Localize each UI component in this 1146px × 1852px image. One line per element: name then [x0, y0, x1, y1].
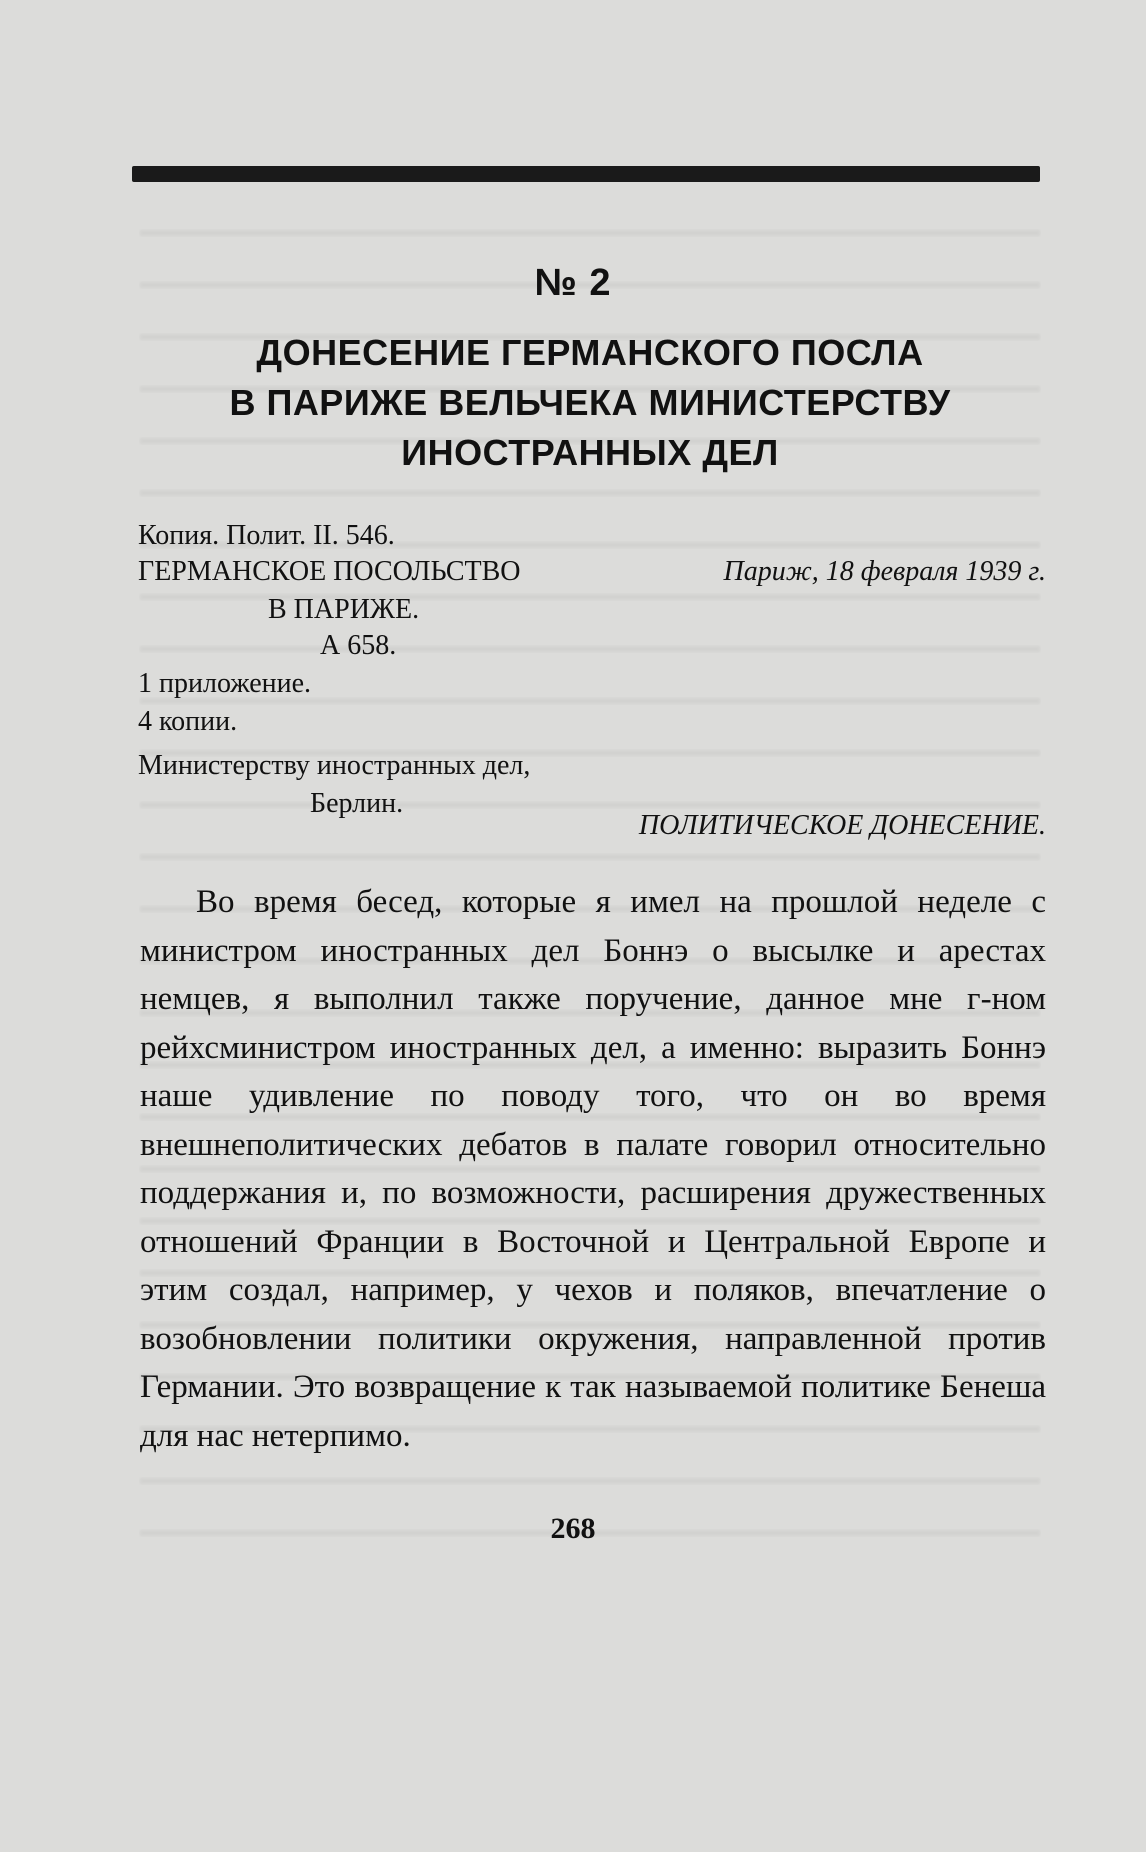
embassy-line-2: В ПАРИЖЕ.	[268, 594, 420, 625]
embassy-reference: А 658.	[320, 630, 397, 661]
copy-reference: Копия. Полит. II. 546.	[138, 520, 395, 551]
page-number: 268	[550, 1512, 596, 1545]
copies-count: 4 копии.	[138, 706, 238, 737]
title-line-1: ДОНЕСЕНИЕ ГЕРМАНСКОГО ПОСЛА	[256, 332, 924, 373]
addressee-line-1: Министерству иностранных дел,	[138, 750, 531, 781]
title-line-2: В ПАРИЖЕ ВЕЛЬЧЕКА МИНИСТЕРСТВУ	[229, 382, 951, 423]
report-type: ПОЛИТИЧЕСКОЕ ДОНЕСЕНИЕ.	[638, 810, 1046, 841]
title-line-3: ИНОСТРАННЫХ ДЕЛ	[401, 432, 779, 473]
addressee-line-2: Берлин.	[310, 788, 404, 819]
document-number: № 2	[534, 262, 612, 304]
document-title	[140, 328, 1040, 478]
attachment-count: 1 приложение.	[138, 668, 312, 699]
place-date: Париж, 18 февраля 1939 г.	[723, 556, 1046, 587]
body-text	[140, 878, 1046, 1460]
header-rule	[132, 166, 1040, 182]
embassy-line-1: ГЕРМАНСКОЕ ПОСОЛЬСТВО	[138, 556, 521, 587]
body-paragraph: Во время бесед, которые я имел на прошлой неделе с министром иностранных дел Боннэ о высылке и арестах немцев, я выполнил также поручение, данное мне г-ном рейхсминистром иностранных дел, а именно: выразить Боннэ наше удивление по поводу того, что он во время внешнеполитических дебатов в палате говорил относительно поддержания и, по возможности, расширения дружественных отношений Франции в Восточной и Центральной Европе и этим создал, например, у чехов и поляков, впечатление о возобновлении политики окружения, направленной против Германии. Это возвращение к так называемой политике Бенеша для нас нетерпимо.	[140, 884, 1046, 1454]
